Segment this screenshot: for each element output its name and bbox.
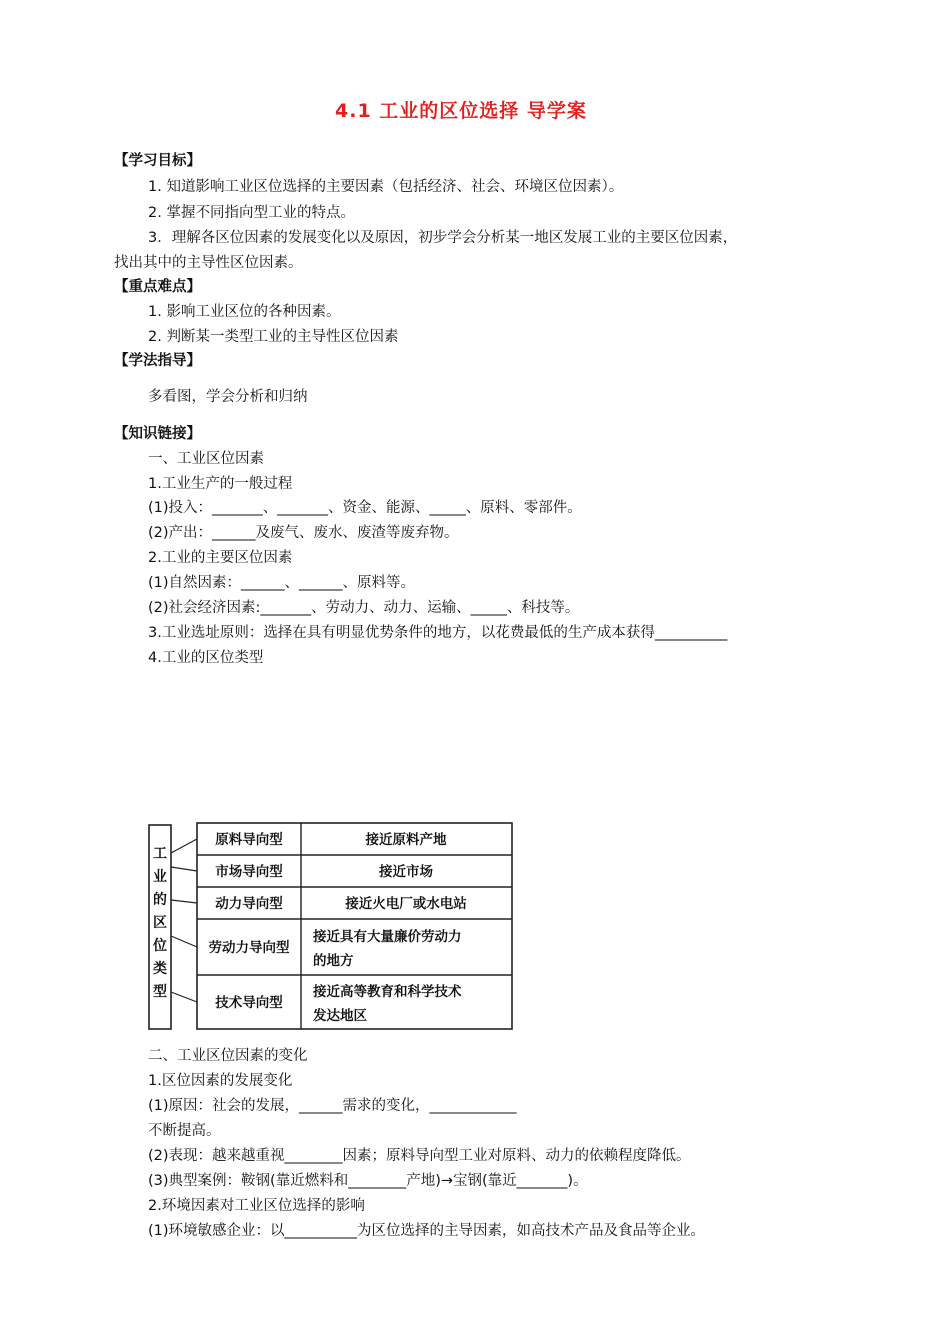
knowledge-line: (1)原因：社会的发展，______需求的变化，____________ bbox=[148, 1098, 517, 1114]
diagram-type-label: 动力导向型 bbox=[215, 896, 283, 912]
key-point-item: 2. 判断某一类型工业的主导性区位因素 bbox=[148, 329, 399, 345]
method-heading: 【学法指导】 bbox=[114, 353, 201, 369]
diagram-root-char: 类 bbox=[153, 961, 167, 977]
diagram-type-label: 市场导向型 bbox=[215, 864, 283, 880]
knowledge-line: 2.工业的主要区位因素 bbox=[148, 550, 293, 566]
diagram-root-char: 工 bbox=[153, 846, 167, 862]
objective-item: 找出其中的主导性区位因素。 bbox=[114, 255, 303, 271]
diagram-desc-label: 接近具有大量廉价劳动力 bbox=[313, 929, 462, 945]
diagram-connector bbox=[171, 900, 197, 903]
knowledge-line: (1)自然因素：______、______、原料等。 bbox=[148, 575, 416, 591]
key-points-heading: 【重点难点】 bbox=[114, 279, 201, 295]
knowledge-heading: 【知识链接】 bbox=[114, 426, 201, 442]
objective-item: 3．理解各区位因素的发展变化以及原因，初步学会分析某一地区发展工业的主要区位因素， bbox=[148, 230, 738, 246]
key-point-item: 1. 影响工业区位的各种因素。 bbox=[148, 304, 341, 320]
objective-item: 2. 掌握不同指向型工业的特点。 bbox=[148, 205, 355, 221]
diagram-root-char: 业 bbox=[153, 869, 167, 885]
diagram-desc-label: 的地方 bbox=[313, 953, 354, 969]
knowledge-line: 1.工业生产的一般过程 bbox=[148, 476, 293, 492]
knowledge-line: 一、工业区位因素 bbox=[148, 451, 264, 467]
knowledge-line: 1.区位因素的发展变化 bbox=[148, 1073, 293, 1089]
diagram-desc-label: 接近原料产地 bbox=[365, 832, 447, 848]
diagram-desc-label: 接近高等教育和科学技术 bbox=[313, 984, 462, 1000]
diagram-desc-label: 发达地区 bbox=[313, 1008, 367, 1024]
diagram-type-label: 原料导向型 bbox=[215, 832, 283, 848]
diagram-connector bbox=[171, 936, 197, 947]
diagram-root-char: 区 bbox=[153, 915, 167, 931]
knowledge-line: 二、工业区位因素的变化 bbox=[148, 1048, 308, 1064]
diagram-type-label: 技术导向型 bbox=[215, 995, 283, 1011]
knowledge-line: 3.工业选址原则：选择在具有明显优势条件的地方，以花费最低的生产成本获得__________ bbox=[148, 625, 728, 641]
diagram-root-char: 的 bbox=[153, 892, 167, 908]
diagram-connector bbox=[171, 992, 197, 1002]
page-title: 4.1 工业的区位选择 导学案 bbox=[335, 100, 587, 122]
diagram-type-label: 劳动力导向型 bbox=[208, 940, 290, 956]
diagram-desc-label: 接近市场 bbox=[379, 864, 433, 880]
knowledge-line: (2)社会经济因素:_______、劳动力、动力、运输、_____、科技等。 bbox=[148, 600, 580, 616]
knowledge-line: (2)表现：越来越重视________因素；原料导向型工业对原料、动力的依赖程度降低。 bbox=[148, 1148, 691, 1164]
knowledge-line: (1)环境敏感企业：以__________为区位选择的主导因素，如高技术产品及食品等企业。 bbox=[148, 1223, 706, 1239]
diagram-connector bbox=[171, 839, 197, 853]
knowledge-line: 2.环境因素对工业区位选择的影响 bbox=[148, 1198, 365, 1214]
knowledge-line: (1)投入：_______、_______、资金、能源、_____、原料、零部件。 bbox=[148, 500, 582, 516]
diagram-connector bbox=[171, 867, 197, 871]
objective-item: 1. 知道影响工业区位选择的主要因素（包括经济、社会、环境区位因素）。 bbox=[148, 179, 624, 195]
diagram-root-char: 型 bbox=[153, 984, 167, 1000]
diagram-root-char: 位 bbox=[153, 938, 167, 954]
knowledge-line: (3)典型案例：鞍钢(靠近燃料和________产地)→宝钢(靠近_______)。 bbox=[148, 1173, 588, 1189]
objectives-heading: 【学习目标】 bbox=[114, 153, 201, 169]
knowledge-line: 不断提高。 bbox=[148, 1123, 221, 1139]
knowledge-line: 4.工业的区位类型 bbox=[148, 650, 264, 666]
method-text: 多看图，学会分析和归纳 bbox=[148, 389, 308, 405]
knowledge-line: (2)产出：______及废气、废水、废渣等废弃物。 bbox=[148, 525, 459, 541]
diagram-desc-label: 接近火电厂或水电站 bbox=[345, 896, 467, 912]
